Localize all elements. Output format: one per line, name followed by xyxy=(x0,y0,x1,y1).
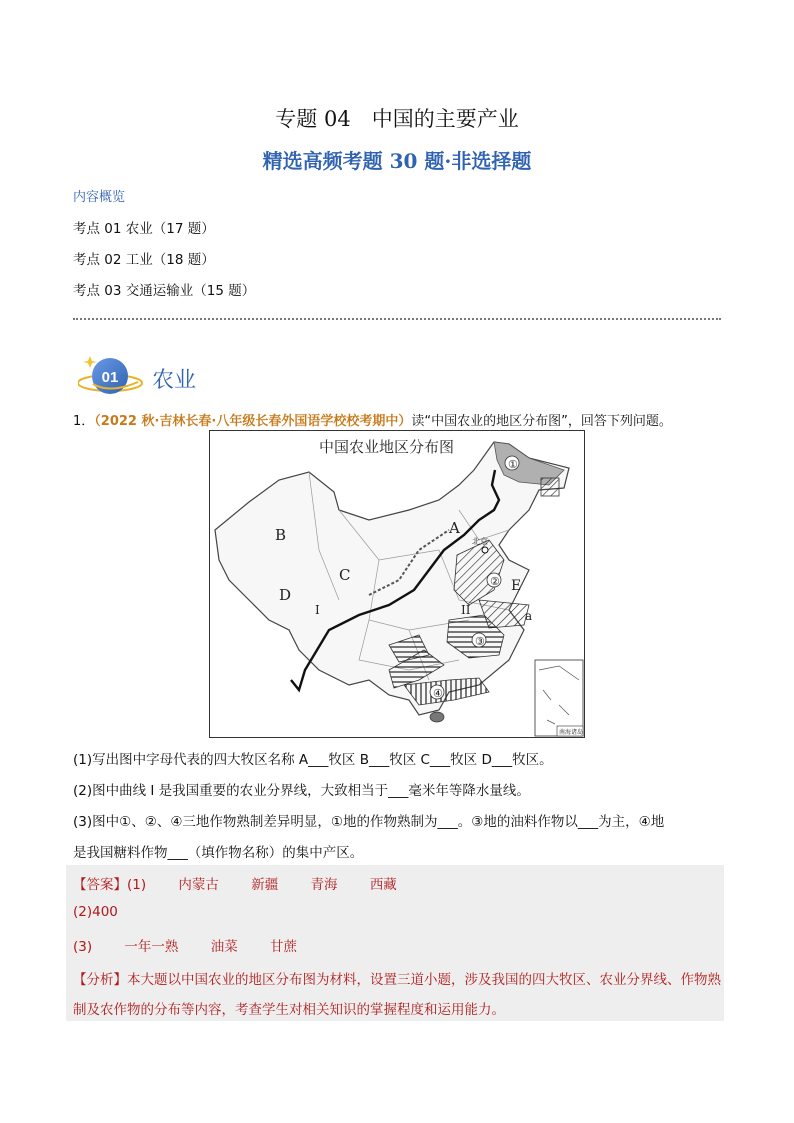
section-number: 01 xyxy=(101,369,119,386)
inset-map xyxy=(535,660,583,736)
answer-line-3: (3) 一年一熟 油菜 甘蔗 xyxy=(73,935,297,955)
map-title: 中国农业地区分布图 xyxy=(319,438,455,456)
sub-question-2: (2)图中曲线 I 是我国重要的农业分界线，大致相当于___毫米年等降水量线。 xyxy=(73,783,530,799)
question-prompt: 读“中国农业的地区分布图”，回答下列问题。 xyxy=(411,414,672,429)
answer-line-1: 【答案】(1) 内蒙古 新疆 青海 西藏 xyxy=(73,873,397,893)
analysis xyxy=(73,965,723,1025)
sub-question-3-line-2: 是我国糖料作物___（填作物名称）的集中产区。 xyxy=(73,845,364,861)
answer-1-b: 新疆 xyxy=(251,877,279,893)
answer-3-b: 油菜 xyxy=(210,939,238,955)
sparkle-icon xyxy=(83,356,97,368)
svg-text:④: ④ xyxy=(433,687,443,700)
svg-text:北京: 北京 xyxy=(472,537,488,546)
sub-question-3-line-1: (3)图中①、②、④三地作物熟制差异明显，①地的作物熟制为___。③地的油料作物以___为主，④地 xyxy=(73,814,665,830)
answer-1-c: 青海 xyxy=(310,877,338,893)
svg-text:①: ① xyxy=(508,458,518,471)
overview-point-2: 考点 02 工业（18 题） xyxy=(73,252,215,268)
answer-3-c: 甘蔗 xyxy=(270,939,298,955)
question-source: （2022 秋·吉林长春·八年级长春外国语学校校考期中） xyxy=(94,414,412,429)
page-subtitle: 精选高频考题 30 题·非选择题 xyxy=(262,149,532,173)
agriculture-map xyxy=(209,430,585,738)
svg-text:②: ② xyxy=(490,575,500,588)
overview-point-1: 考点 01 农业（17 题） xyxy=(73,221,215,237)
sub-question-1: (1)写出图中字母代表的四大牧区名称 A___牧区 B___牧区 C___牧区 D___牧区。 xyxy=(73,752,553,768)
svg-text:E: E xyxy=(511,578,522,594)
svg-text:③: ③ xyxy=(475,635,485,648)
analysis-tag: 【分析】 xyxy=(73,972,127,988)
svg-text:II: II xyxy=(461,603,471,617)
svg-text:A: A xyxy=(449,519,460,537)
svg-text:南海诸岛: 南海诸岛 xyxy=(559,729,584,736)
answer-1-d: 西藏 xyxy=(369,877,397,893)
svg-text:I: I xyxy=(315,603,320,617)
analysis-text: 本大题以中国农业的地区分布图为材料，设置三道小题，涉及我国的四大牧区、农业分界线、作物熟制及农作物的分布等内容，考查学生对相关知识的掌握程度和运用能力。 xyxy=(73,972,721,1018)
question-1-stem xyxy=(73,410,733,429)
svg-text:C: C xyxy=(339,566,351,584)
answer-3-a: 一年一熟 xyxy=(124,939,179,955)
answer-tag: 【答案】 xyxy=(73,877,127,893)
answer-line-2: (2)400 xyxy=(73,904,118,920)
svg-text:B: B xyxy=(275,526,287,544)
svg-text:D: D xyxy=(279,586,292,604)
overview-label: 内容概览 xyxy=(73,190,126,205)
overview-point-3: 考点 03 交通运输业（15 题） xyxy=(73,283,256,299)
dotted-divider xyxy=(73,318,721,320)
answer-1-a: 内蒙古 xyxy=(178,877,219,893)
svg-text:a: a xyxy=(525,609,533,623)
question-number: 1． xyxy=(73,414,95,429)
page-title: 专题 04 中国的主要产业 xyxy=(275,107,519,131)
section-title: 农业 xyxy=(152,368,197,393)
